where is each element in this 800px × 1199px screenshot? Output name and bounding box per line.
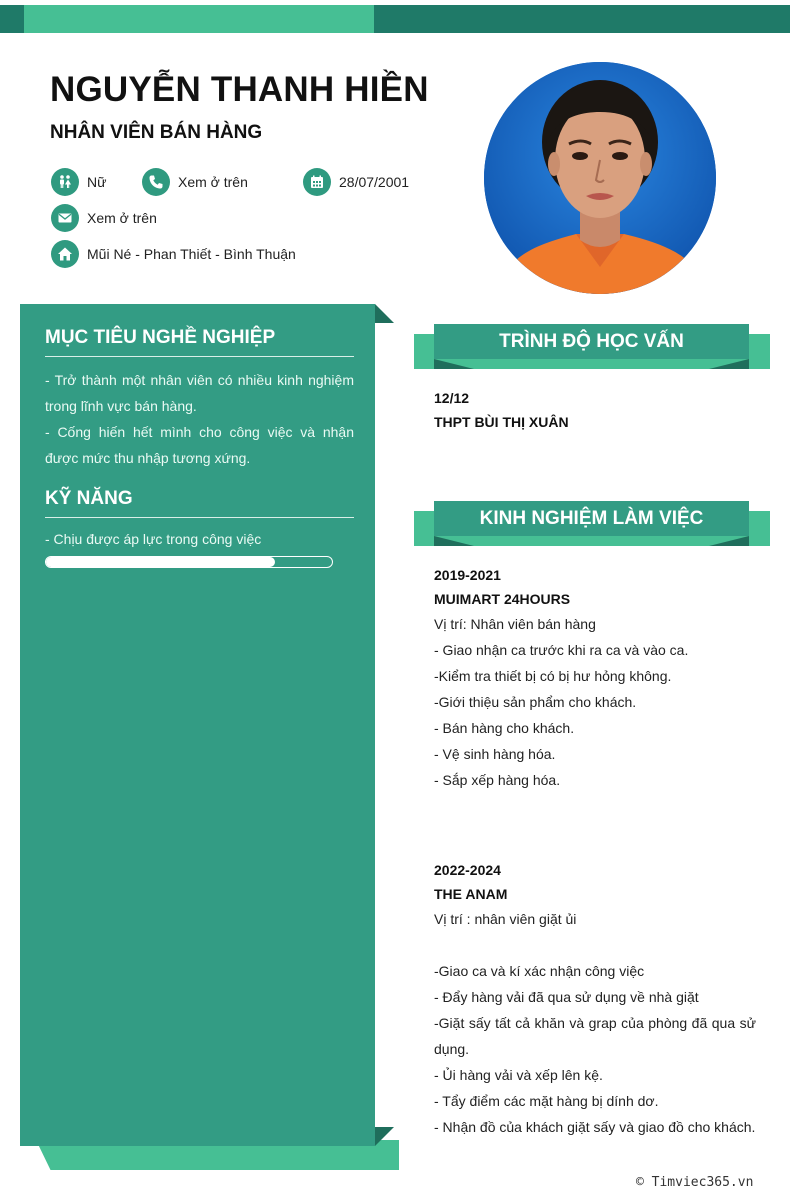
left-panel-fold-top (375, 304, 394, 323)
skill-label: - Chịu được áp lực trong công việc (45, 531, 262, 547)
address-value: Mũi Né - Phan Thiết - Bình Thuận (87, 246, 296, 262)
objective-heading: MỤC TIÊU NGHỀ NGHIỆP (45, 327, 276, 348)
job-company: THE ANAM (434, 886, 508, 902)
home-icon (51, 240, 79, 268)
skill-progress-bar (45, 556, 333, 568)
experience-ribbon (414, 501, 770, 546)
top-bar-accent (24, 5, 374, 33)
watermark: © Timviec365.vn (636, 1175, 754, 1190)
job-detail-line: -Giặt sấy tất cả khăn và grap của phòng đã qua sử dụng. (434, 1015, 756, 1057)
gender-value: Nữ (87, 174, 107, 190)
birthday-info (303, 168, 409, 196)
job-detail-line: -Giao ca và kí xác nhận công việc (434, 963, 645, 979)
objective-line: - Cống hiến hết mình cho công việc và nhận được mức thu nhập tương xứng. (45, 424, 354, 466)
job-detail-line: Vị trí: Nhân viên bán hàng (434, 616, 596, 632)
job-detail-line: -Giới thiệu sản phẩm cho khách. (434, 694, 637, 710)
job-title: NHÂN VIÊN BÁN HÀNG (50, 122, 263, 143)
job-details (434, 611, 756, 793)
education-heading: TRÌNH ĐỘ HỌC VẤN (434, 324, 749, 359)
profile-photo (484, 62, 716, 294)
job-detail-line: -Kiểm tra thiết bị có bị hư hỏng không. (434, 668, 672, 684)
gender-icon (51, 168, 79, 196)
job-detail-line: - Sắp xếp hàng hóa. (434, 772, 561, 788)
job-detail-line: - Vệ sinh hàng hóa. (434, 746, 556, 762)
job-company: MUIMART 24HOURS (434, 591, 571, 607)
job-detail-line: - Tẩy điểm các mặt hàng bị dính dơ. (434, 1093, 659, 1109)
objective-divider (45, 356, 354, 357)
job-detail-line: - Bán hàng cho khách. (434, 720, 575, 736)
address-info (51, 240, 296, 268)
job-details (434, 906, 756, 1140)
calendar-icon (303, 168, 331, 196)
candidate-name: NGUYỄN THANH HIỀN (50, 70, 429, 109)
job-detail-line: - Giao nhận ca trước khi ra ca và vào ca. (434, 642, 689, 658)
portrait-image (484, 62, 716, 294)
gender-info (51, 168, 106, 196)
experience-heading: KINH NGHIỆM LÀM VIỆC (434, 501, 749, 536)
job-detail-line: Vị trí : nhân viên giặt ủi (434, 911, 577, 927)
education-period: 12/12 (434, 390, 470, 406)
phone-icon (142, 168, 170, 196)
email-value: Xem ở trên (87, 210, 157, 226)
education-school: THPT BÙI THỊ XUÂN (434, 414, 569, 430)
job-detail-blank (434, 932, 756, 958)
job-period: 2019-2021 (434, 567, 501, 583)
education-ribbon (414, 324, 770, 369)
birthday-value: 28/07/2001 (339, 174, 410, 190)
skills-heading: KỸ NĂNG (45, 488, 133, 509)
job-detail-line: - Ủi hàng vải và xếp lên kệ. (434, 1067, 603, 1083)
job-detail-line: - Đẩy hàng vải đã qua sử dụng về nhà giặt (434, 989, 699, 1005)
skills-divider (45, 517, 354, 518)
job-detail-line: - Nhận đồ của khách giặt sấy và giao đồ cho khách. (434, 1119, 756, 1135)
job-period: 2022-2024 (434, 862, 501, 878)
phone-info (142, 168, 248, 196)
skill-progress-fill (46, 557, 275, 567)
phone-value: Xem ở trên (178, 174, 248, 190)
objective-text (45, 367, 354, 471)
email-icon (51, 204, 79, 232)
objective-line: - Trở thành một nhân viên có nhiều kinh nghiệm trong lĩnh vực bán hàng. (45, 372, 354, 414)
email-info (51, 204, 157, 232)
